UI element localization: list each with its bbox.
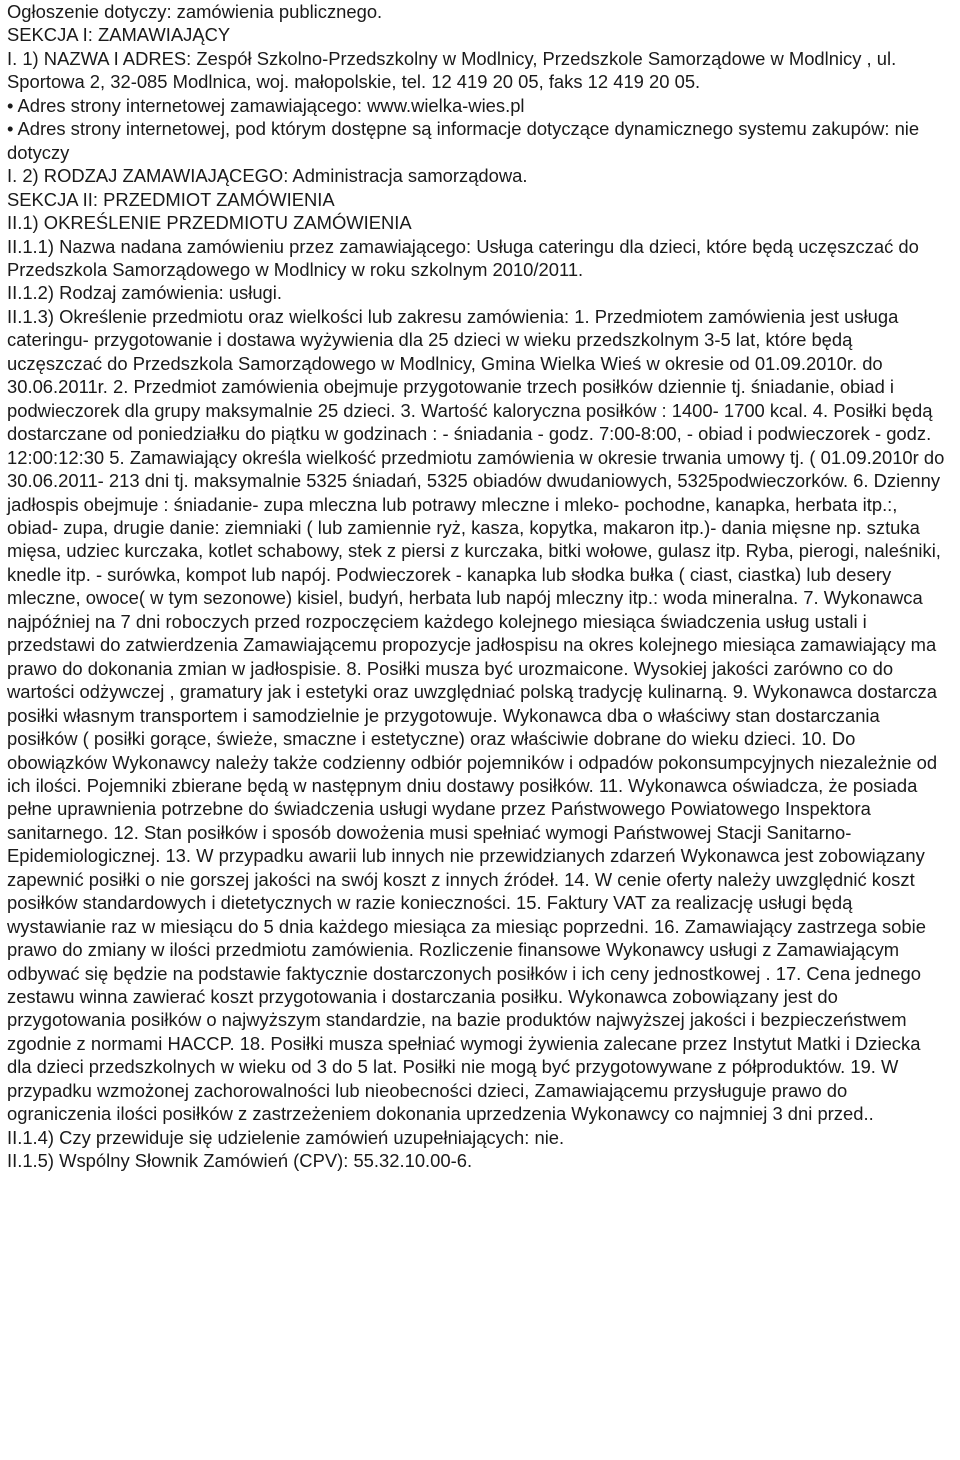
dynamic-system-bullet: • Adres strony internetowej, pod którym dostępne są informacje dotyczące dynamicznego systemu zakupów: nie dotyczy: [7, 118, 920, 163]
section-2-1-4-supplementary-orders: II.1.4) Czy przewiduje się udzielenie zamówień uzupełniających: nie.: [7, 1126, 565, 1148]
section-2-1-1-order-name: II.1.1) Nazwa nadana zamówieniu przez zamawiającego: Usługa cateringu dla dzieci, które będą uczęszczać do Przedszkola Samorządowego w Modlnicy w roku szkolnym 2010/2011.: [7, 235, 919, 280]
section-1-1-name-address: I. 1) NAZWA I ADRES: Zespół Szkolno-Przedszkolny w Modlnicy, Przedszkole Samorządowe w Modlnicy , ul. Sportowa 2, 32-085 Modlnica, woj. małopolskie, tel. 12 419 20 05, faks 12 419 20 05.: [7, 47, 897, 93]
document-header: Ogłoszenie dotyczy: zamówienia publicznego.: [7, 1, 383, 22]
section-2-title: SEKCJA II: PRZEDMIOT ZAMÓWIENIA: [7, 188, 335, 210]
section-2-1-5-cpv-code: II.1.5) Wspólny Słownik Zamówień (CPV): 55.32.10.00-6.: [7, 1150, 473, 1172]
section-1-2-contracting-type: I. 2) RODZAJ ZAMAWIAJĄCEGO: Administracja samorządowa.: [7, 165, 528, 187]
website-bullet: • Adres strony internetowej zamawiającego: www.wielka-wies.pl: [7, 94, 525, 116]
section-2-1-heading: II.1) OKREŚLENIE PRZEDMIOTU ZAMÓWIENIA: [7, 212, 412, 234]
section-2-1-3-order-scope: II.1.3) Określenie przedmiotu oraz wielkości lub zakresu zamówienia: 1. Przedmiotem zamówienia jest usługa cateringu- przygotowanie i dostawa wyżywienia dla 25 dzieci w wieku przedszkolnym 3-5 lat, które będą uczęszczać do Przedszkola Samorządowego w Modlnicy, Gmina Wielka Wieś w okresie od 01.09.2010r. do 30.06.2011r. 2. Przedmiot zamówienia obejmuje przygotowanie trzech posiłków dziennie tj. śniadanie, obiad i podwieczorek dla grupy maksymalnie 25 dzieci. 3. Wartość kaloryczna posiłków : 1400- 1700 kcal. 4. Posiłki będą dostarczane od poniedziałku do piątku w godzinach : - śniadania - godz. 7:00-8:00, - obiad i podwieczorek - godz. 12:00:12:30 5. Zamawiający określa wielkość przedmiotu zamówienia w okresie trwania umowy tj. ( 01.09.2010r do 30.06.2011- 213 dni tj. maksymalnie 5325 śniadań, 5325 obiadów dwudaniowych, 5325podwieczorków. 6. Dzienny jadłospis obejmuje : śniadanie- zupa mleczna lub potrawy mleczne i mleko- pochodne, kanapka, herbata itp.:, obiad- zupa, drugie danie: ziemniaki ( lub zamiennie ryż, kasza, kopytka, makaron itp.)- dania mięsne np. sztuka mięsa, udziec kurczaka, kotlet schabowy, stek z piersi z kurczaka, bitki wołowe, gulasz itp. Ryba, pierogi, naleśniki, knedle itp. - surówka, kompot lub napój. Podwieczorek - kanapka lub słodka bułka ( ciast, ciastka) lub desery mleczne, owoce( w tym sezonowe) kisiel, budyń, herbata lub napój mleczny itp.: woda mineralna. 7. Wykonawca najpóźniej na 7 dni roboczych przed rozpoczęciem każdego kolejnego miesiąca świadczenia usług ustali i przedstawi do zatwierdzenia Zamawiającemu propozycje jadłospisu na okres kolejnego miesiąca zamawiający ma prawo do dokonania zmian w jadłospisie. 8. Posiłki musza być urozmaicone. Wysokiej jakości zarówno co do wartości odżywczej , gramatury jak i estetyki oraz uwzględniać polską tradycję kulinarną. 9. Wykonawca dostarcza posiłki własnym transportem i samodzielnie je przygotowuje. Wykonawca dba o właściwy stan dostarczania posiłków ( posiłki gorące, świeże, smaczne i estetyczne) oraz właściwie dobrane do wieku dzieci. 10. Do obowiązków Wykonawcy należy także codzienny odbiór pojemników i odpadów pokonsumpcyjnych niezależnie od ich ilości. Pojemniki zbierane będą w następnym dniu dostawy posiłków. 11. Wykonawca oświadcza, że posiada pełne uprawnienia potrzebne do świadczenia usługi wydane przez Państwowego Powiatowego Inspektora sanitarnego. 12. Stan posiłków i sposób dowożenia musi spełniać wymogi Państwowej Stacji Sanitarno- Epidemiologicznej. 13. W przypadku awarii lub innych nie przewidzianych zdarzeń Wykonawca jest zobowiązany zapewnić posiłki o nie gorszej jakości na swój koszt z innych źródeł. 14. W cenie oferty należy uwzględnić koszt posiłków standardowych i dietetycznych w razie konieczności. 15. Faktury VAT za realizację usługi będą wystawianie raz w miesiącu do 5 dnia każdego miesiąca za miesiąc poprzedni. 16. Zamawiający zastrzega sobie prawo do zmiany w ilości przedmiotu zamówienia. Rozliczenie finansowe Wykonawcy usługi z Zamawiającym odbywać się będzie na podstawie faktycznie dostarczonych posiłków i ich ceny jednostkowej . 17. Cena jednego zestawu winna zawierać koszt przygotowania i dostarczania posiłku. Wykonawca zobowiązany jest do przygotowania posiłków o najwyższym standardzie, na bazie produktów najwyższej jakości i bezpieczeństwem zgodnie z normami HACCP. 18. Posiłki musza spełniać wymogi żywienia zalecane przez Instytut Matki i Dziecka dla dzieci przedszkolnych w wieku od 3 do 5 lat. Posiłki nie mogą być przygotowywane z półproduktów. 19. W przypadku wzmożonej zachorowalności lub nieobecności dzieci, Zamawiającemu przysługuje prawo do ograniczenia ilości posiłków z zastrzeżeniem dokonania uprzedzenia Wykonawcy co najmniej 3 dni przed..: [7, 305, 945, 1125]
section-1-title: SEKCJA I: ZAMAWIAJĄCY: [7, 24, 231, 46]
section-2-1-2-order-type: II.1.2) Rodzaj zamówienia: usługi.: [7, 282, 282, 304]
